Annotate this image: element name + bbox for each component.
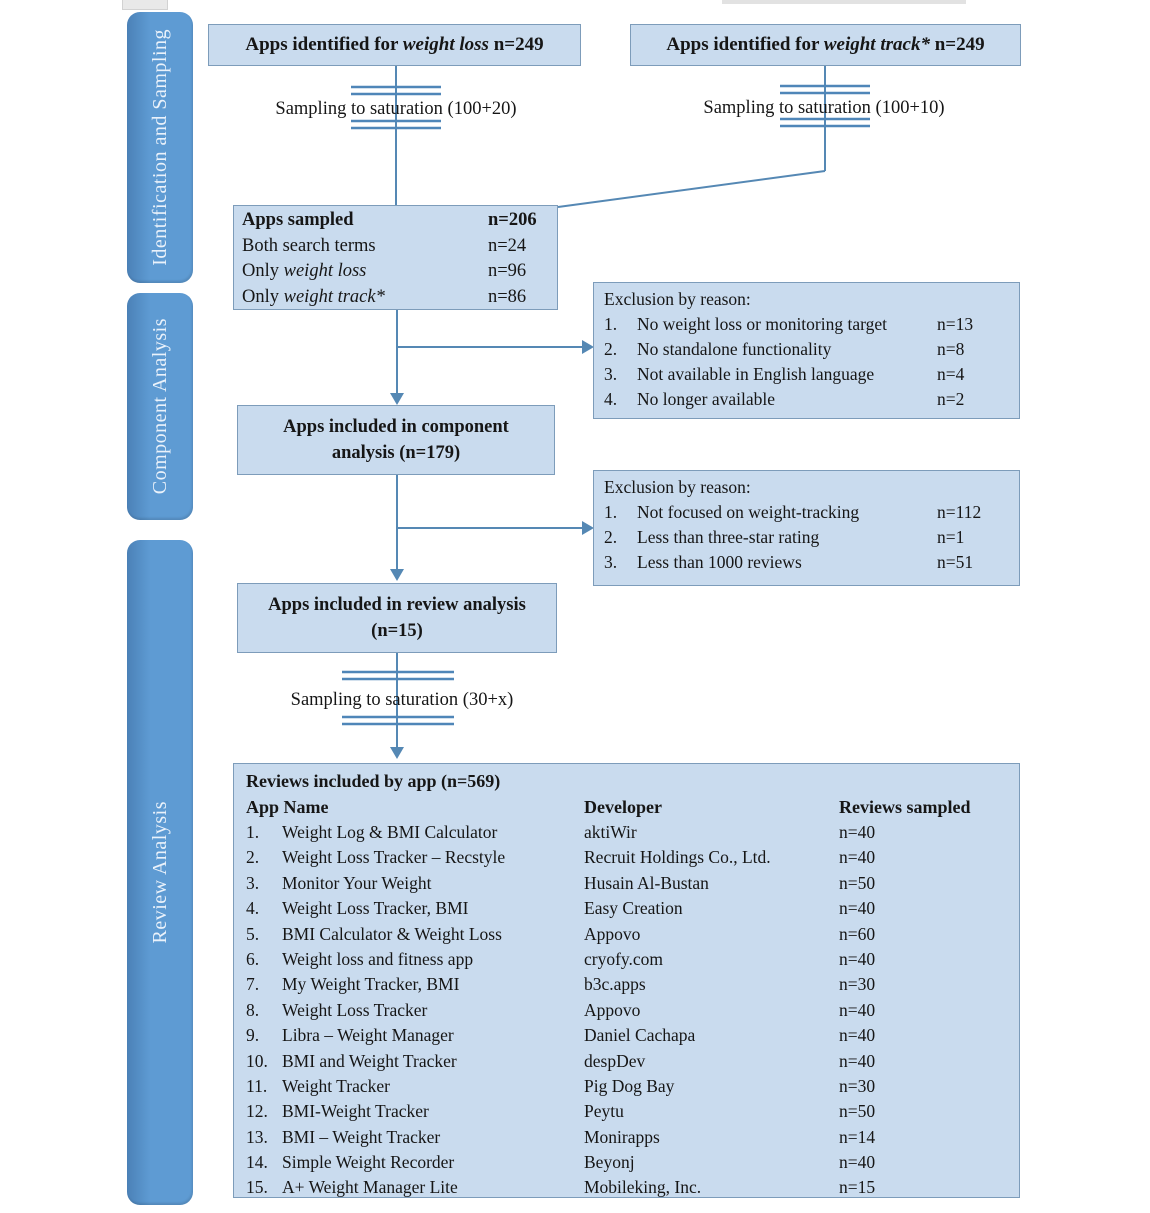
sampling-label-weight-loss: Sampling to saturation (100+20) (275, 99, 517, 119)
exclusion-item: 3. Less than 1000 reviews n=51 (604, 550, 1019, 575)
cell-app-name: Monitor Your Weight (282, 872, 432, 893)
apps-identified-weight-loss-box (208, 24, 581, 66)
table-row: 4. Weight Loss Tracker, BMI Easy Creation n=40 (234, 896, 1019, 921)
cell-app-name: Weight Log & BMI Calculator (282, 822, 498, 842)
cell-app-name: BMI and Weight Tracker (282, 1050, 457, 1071)
cell-reviews-sampled: n=40 (839, 822, 876, 842)
cell-developer: Pig Dog Bay (584, 1075, 675, 1096)
count-value: n=96 (488, 261, 527, 281)
table-row: 13. BMI – Weight Tracker Monirapps n=14 (234, 1125, 1019, 1150)
count-value: n=206 (488, 210, 537, 230)
cell-developer: Appovo (584, 999, 641, 1020)
cell-developer: Monirapps (584, 1126, 660, 1147)
table-header-row (234, 794, 1019, 820)
cell-reviews-sampled: n=40 (839, 1050, 876, 1071)
table-row: 14. Simple Weight Recorder Beyonj n=40 (234, 1150, 1019, 1175)
count-value: n=51 (937, 552, 974, 572)
cell-reviews-sampled: n=40 (839, 847, 876, 868)
box-label: analysis (n=179) (331, 443, 461, 463)
cell-app-name: Weight Loss Tracker, BMI (282, 898, 469, 919)
cell-developer: Appovo (584, 923, 641, 944)
exclusion-item: 2. No standalone functionality n=8 (604, 337, 1019, 362)
header-developer: Developer (584, 797, 662, 817)
exclusion-item: 2. Less than three-star rating n=1 (604, 525, 1019, 550)
cell-developer: Peytu (584, 1101, 624, 1122)
cell-developer: b3c.apps (584, 974, 646, 995)
cell-reviews-sampled: n=60 (839, 923, 876, 944)
cell-developer: Beyonj (584, 1152, 635, 1173)
apps-sampled-rows (242, 234, 557, 311)
stage-label: Component Analysis (148, 318, 171, 495)
count-value: n=13 (937, 314, 974, 334)
header-reviews-sampled: Reviews sampled (839, 797, 971, 817)
cell-reviews-sampled: n=40 (839, 1152, 876, 1173)
exclusion-item: 4. No longer available n=2 (604, 387, 1019, 412)
exclusion-title: Exclusion by reason: (604, 289, 751, 309)
cell-reviews-sampled: n=40 (839, 948, 876, 969)
apps-sampled-row: Only weight track* n=86 (242, 285, 557, 311)
apps-component-analysis-box (237, 405, 555, 475)
exclusion-items (604, 500, 1019, 575)
count-value: n=24 (488, 235, 527, 256)
exclusion-item: 1. Not focused on weight-tracking n=112 (604, 500, 1019, 525)
apps-sampled-row: Only weight loss n=96 (242, 259, 557, 285)
cell-reviews-sampled: n=50 (839, 1101, 876, 1122)
cell-developer: despDev (584, 1050, 646, 1071)
cell-app-name: Weight Loss Tracker – Recstyle (282, 847, 506, 868)
cell-reviews-sampled: n=40 (839, 999, 876, 1020)
cell-reviews-sampled: n=30 (839, 974, 876, 995)
table-row: 3. Monitor Your Weight Husain Al-Bustan n=50 (234, 871, 1019, 896)
cell-app-name: BMI-Weight Tracker (282, 1101, 429, 1122)
cell-developer: aktiWir (584, 822, 637, 842)
stage-component-analysis (127, 293, 193, 520)
apps-sampled-title-row: Apps sampled n=206 (242, 208, 557, 234)
cell-developer: Husain Al-Bustan (584, 872, 709, 893)
cell-app-name: A+ Weight Manager Lite (282, 1177, 458, 1198)
table-row: 7. My Weight Tracker, BMI b3c.apps n=30 (234, 972, 1019, 997)
stage-identification-and-sampling (127, 12, 193, 283)
table-row: 5. BMI Calculator & Weight Loss Appovo n=60 (234, 922, 1019, 947)
cell-app-name: Weight Tracker (282, 1075, 390, 1096)
exclusion-item: 1. No weight loss or monitoring target n=13 (604, 312, 1019, 337)
count-value: n=8 (937, 339, 965, 359)
exclusion-items (604, 312, 1019, 412)
count-value: n=1 (937, 527, 965, 547)
cell-reviews-sampled: n=40 (839, 1025, 876, 1046)
apps-review-analysis-box (237, 583, 557, 653)
box-label: Apps included in component (283, 417, 509, 437)
table-row: 8. Weight Loss Tracker Appovo n=40 (234, 998, 1019, 1023)
count-value: n=2 (937, 389, 965, 409)
table-row: 10. BMI and Weight Tracker despDev n=40 (234, 1049, 1019, 1074)
table-row: 1. Weight Log & BMI Calculator aktiWir n=40 (234, 820, 1019, 845)
cell-app-name: My Weight Tracker, BMI (282, 974, 460, 995)
cell-developer: Recruit Holdings Co., Ltd. (584, 847, 771, 868)
sampling-label-weight-track: Sampling to saturation (100+10) (703, 98, 945, 118)
table-row: 12. BMI-Weight Tracker Peytu n=50 (234, 1099, 1019, 1124)
table-row: 11. Weight Tracker Pig Dog Bay n=30 (234, 1074, 1019, 1099)
apps-identified-weight-track-box (630, 24, 1021, 66)
cell-developer: Mobileking, Inc. (584, 1177, 702, 1198)
stage-review-analysis (127, 540, 193, 1205)
cell-reviews-sampled: n=15 (839, 1177, 876, 1198)
cell-app-name: Libra – Weight Manager (282, 1025, 454, 1046)
box-label: (n=15) (371, 621, 423, 641)
exclusion-title: Exclusion by reason: (604, 477, 751, 497)
table-row: 6. Weight loss and fitness app cryofy.com n=40 (234, 947, 1019, 972)
table-row: 9. Libra – Weight Manager Daniel Cachapa n=40 (234, 1023, 1019, 1048)
cell-reviews-sampled: n=30 (839, 1075, 876, 1096)
box-label: Apps identified for weight loss n=249 (245, 34, 544, 55)
apps-sampled-row: Both search terms n=24 (242, 234, 557, 260)
cell-reviews-sampled: n=50 (839, 872, 876, 893)
cell-reviews-sampled: n=40 (839, 898, 876, 919)
table-row: 15. A+ Weight Manager Lite Mobileking, Inc. n=15 (234, 1175, 1019, 1200)
sampling-label-reviews: Sampling to saturation (30+x) (290, 690, 514, 710)
cell-developer: cryofy.com (584, 948, 664, 969)
count-value: n=112 (937, 502, 982, 522)
scan-artifact (122, 0, 168, 10)
table-row: 2. Weight Loss Tracker – Recstyle Recruit Holdings Co., Ltd. n=40 (234, 845, 1019, 870)
box-label: Apps identified for weight track* n=249 (666, 34, 985, 55)
exclusion-box-review (593, 470, 1020, 586)
header-app-name: App Name (246, 797, 329, 817)
cell-app-name: BMI Calculator & Weight Loss (282, 923, 502, 944)
scan-artifact (722, 0, 966, 4)
exclusion-box-component (593, 282, 1020, 419)
cell-app-name: Simple Weight Recorder (282, 1152, 455, 1173)
cell-app-name: Weight Loss Tracker (282, 999, 428, 1020)
table-title: Reviews included by app (n=569) (246, 771, 501, 791)
cell-developer: Daniel Cachapa (584, 1025, 696, 1046)
cell-app-name: BMI – Weight Tracker (282, 1126, 441, 1147)
cell-reviews-sampled: n=14 (839, 1126, 876, 1147)
box-label: Apps included in review analysis (268, 595, 526, 615)
cell-app-name: Weight loss and fitness app (282, 948, 474, 969)
count-value: n=4 (937, 364, 965, 384)
reviews-table-box (233, 763, 1020, 1198)
count-value: n=86 (488, 286, 527, 307)
stage-label: Identification and Sampling (148, 29, 171, 266)
apps-sampled-box (233, 205, 558, 310)
table-rows (234, 820, 1019, 1201)
cell-developer: Easy Creation (584, 898, 683, 919)
stage-label: Review Analysis (148, 801, 171, 944)
exclusion-item: 3. Not available in English language n=4 (604, 362, 1019, 387)
